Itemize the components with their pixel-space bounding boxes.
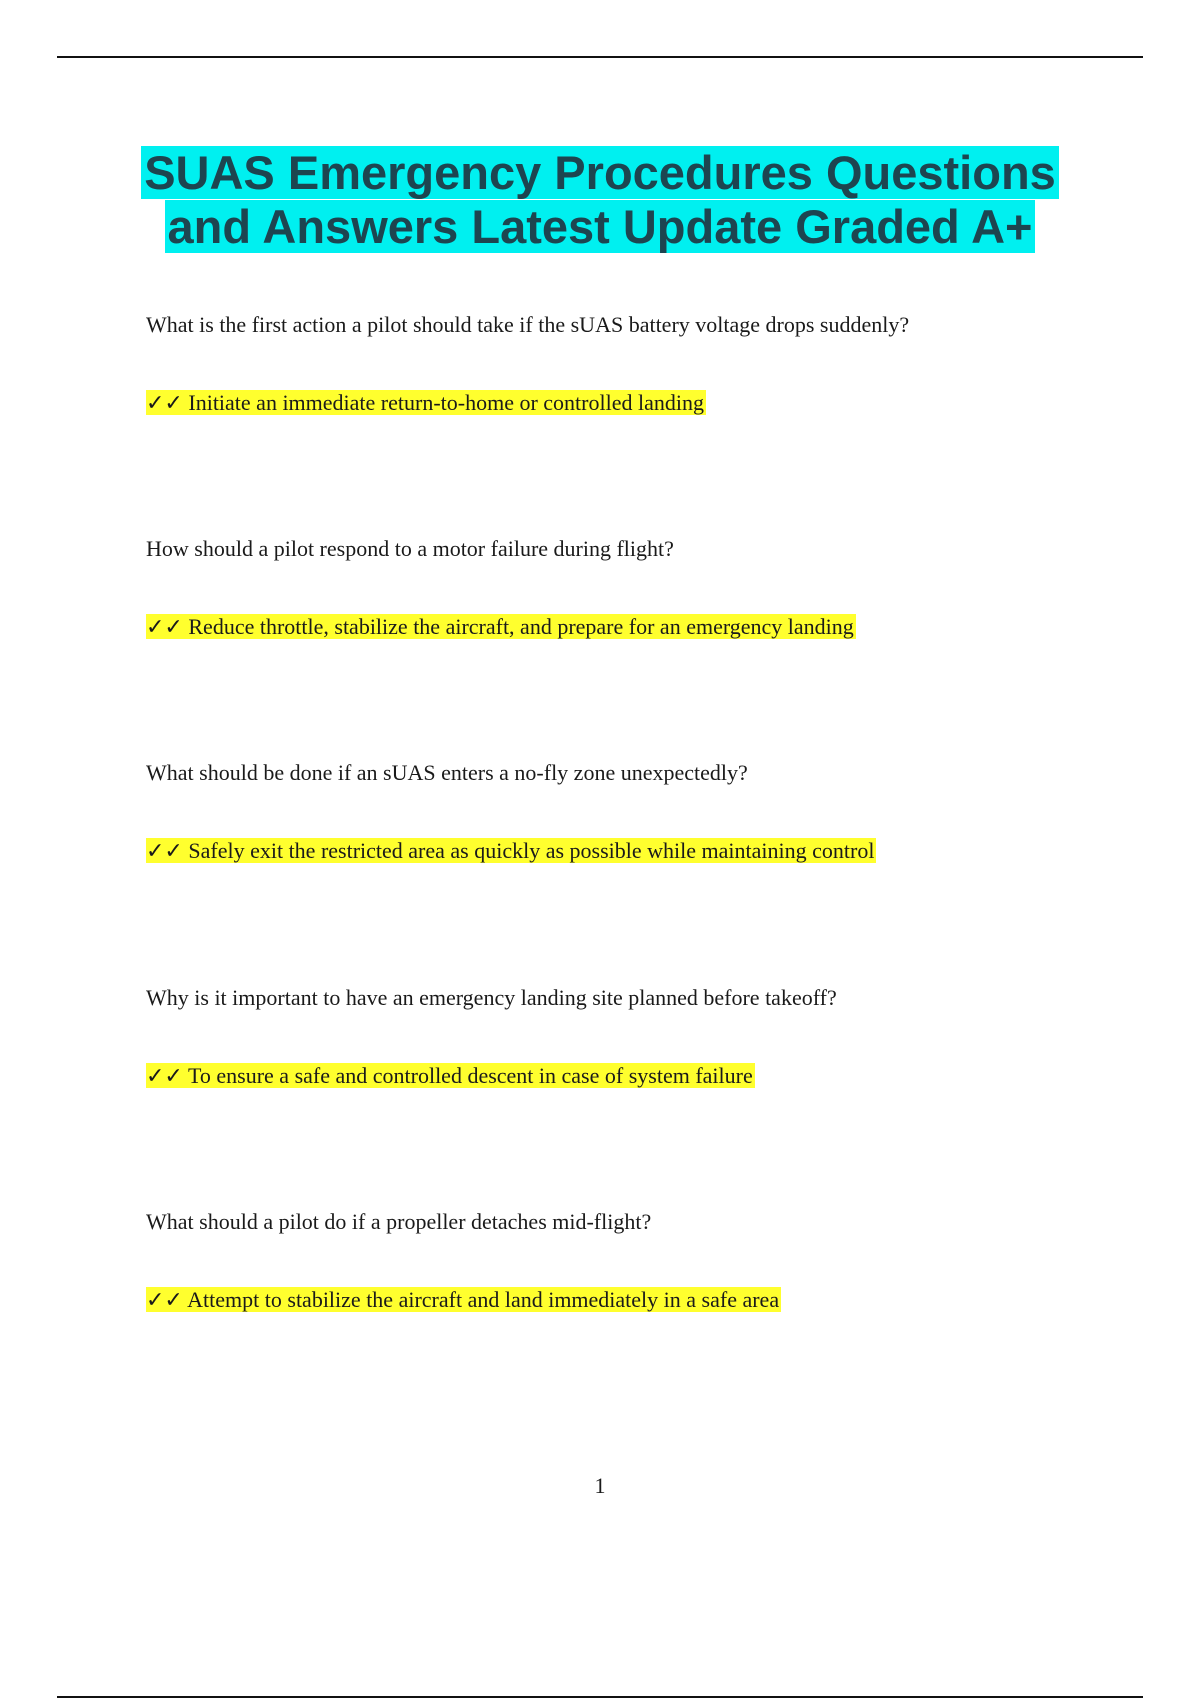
double-check-icon: ✓✓ (146, 1288, 183, 1313)
bottom-rule (57, 1696, 1143, 1698)
answer (146, 387, 706, 420)
double-check-icon: ✓✓ (146, 615, 183, 640)
qa-item-3 (146, 759, 1146, 864)
answer-text: Attempt to stabilize the aircraft and land immediately in a safe area (187, 1287, 780, 1312)
double-check-icon: ✓✓ (146, 1064, 183, 1089)
answer-highlight (146, 614, 856, 639)
question-text: What should a pilot do if a propeller detaches mid-flight? (146, 1209, 652, 1234)
answer (146, 1284, 781, 1317)
qa-item-4 (146, 984, 1146, 1089)
answer-text: Initiate an immediate return-to-home or controlled landing (188, 390, 704, 415)
answer-highlight (146, 838, 876, 863)
answer-text: To ensure a safe and controlled descent in case of system failure (187, 1063, 753, 1088)
question-text: Why is it important to have an emergency landing site planned before takeoff? (146, 985, 837, 1010)
qa-item-2 (146, 535, 1146, 640)
answer-highlight (146, 390, 706, 415)
question-text: What should be done if an sUAS enters a no-fly zone unexpectedly? (146, 760, 748, 785)
page-number: 1 (594, 1473, 606, 1498)
answer (146, 611, 856, 644)
question-text: What is the first action a pilot should take if the sUAS battery voltage drops suddenly? (146, 312, 910, 337)
document-title (0, 146, 1200, 254)
answer (146, 835, 876, 868)
answer-text: Reduce throttle, stabilize the aircraft, and prepare for an emergency landing (188, 614, 854, 639)
answer-text: Safely exit the restricted area as quickly as possible while maintaining control (188, 838, 875, 863)
top-rule (57, 56, 1143, 58)
double-check-icon: ✓✓ (146, 839, 183, 864)
title-line-2: and Answers Latest Update Graded A+ (165, 200, 1036, 253)
qa-item-5 (146, 1208, 1146, 1313)
title-line-1: SUAS Emergency Procedures Questions (141, 146, 1059, 199)
answer (146, 1060, 755, 1093)
question-text: How should a pilot respond to a motor failure during flight? (146, 536, 674, 561)
answer-highlight (146, 1063, 755, 1088)
answer-highlight (146, 1287, 781, 1312)
double-check-icon: ✓✓ (146, 391, 183, 416)
qa-item-1 (146, 311, 1146, 416)
